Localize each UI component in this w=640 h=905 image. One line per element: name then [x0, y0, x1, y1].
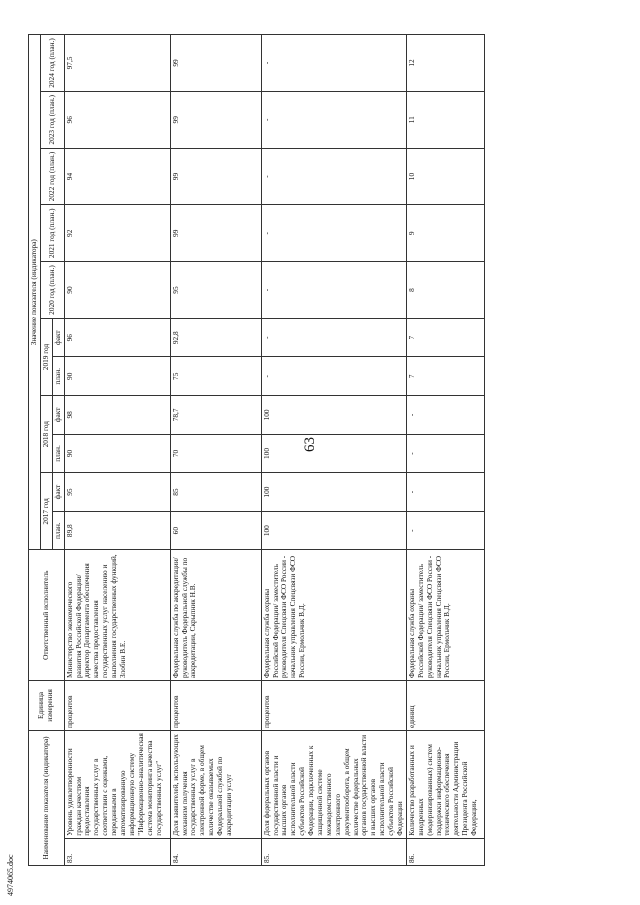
value-2018-fact: 98 [64, 396, 170, 435]
value-2021: 9 [406, 205, 484, 262]
value-2021: 92 [64, 205, 170, 262]
unit: процентов [261, 681, 406, 731]
value-2018-fact: 78,7 [170, 396, 261, 435]
value-2017-fact: 95 [64, 473, 170, 512]
value-2017-fact: - [406, 473, 484, 512]
indicator-name: Уровень удовлетворенности граждан качеством предоставления государственных услуг в соответствии с оценками, переданными в автоматизированную информационную систему "Информационно-аналитическая система мониторинга качества государственных услуг" [64, 730, 170, 838]
value-2018-plan: 70 [170, 434, 261, 473]
table-row [170, 35, 261, 866]
header-2017: 2017 год [40, 473, 52, 550]
header-plan: план. [52, 357, 64, 396]
header-name: Наименование показателя (индикатора) [29, 730, 65, 865]
value-2023: 11 [406, 91, 484, 148]
table-row [406, 35, 484, 866]
value-2024: 97,5 [64, 35, 170, 92]
value-2017-plan: 89,8 [64, 511, 170, 550]
table-row [261, 35, 406, 866]
header-2020: 2020 год (план.) [40, 262, 64, 319]
indicator-table [28, 34, 485, 866]
executor: Федеральная служба охраны Российской Федерации/ заместитель руководителя Спецсвязи ФСО России - начальник управления Спецсвязи ФСО России, Ермольчик В.Д. [261, 550, 406, 681]
header-2018: 2018 год [40, 396, 52, 473]
footer-code: 4974065.doc [6, 854, 15, 896]
value-2020: 95 [170, 262, 261, 319]
unit: процентов [170, 681, 261, 731]
value-2019-fact: 92,8 [170, 318, 261, 357]
executor: Федеральная служба по аккредитации/ руководитель Федеральной службы по аккредитации, Скрыпник Н.В. [170, 550, 261, 681]
executor: Министерство экономического развития Российской Федерации/ директор Департамента обеспечения качества предоставления государственных услуг населению и выполнения государственных функций, Злобин В.Е. [64, 550, 170, 681]
table-row [64, 35, 170, 866]
unit: процентов [64, 681, 170, 731]
header-2019: 2019 год [40, 318, 52, 395]
value-2019-plan: - [261, 357, 406, 396]
header-fact: факт [52, 473, 64, 512]
value-2020: 90 [64, 262, 170, 319]
value-2017-fact: 100 [261, 473, 406, 512]
value-2019-plan: 75 [170, 357, 261, 396]
value-2021: - [261, 205, 406, 262]
header-fact: факт [52, 396, 64, 435]
header-plan: план. [52, 511, 64, 550]
row-number: 83. [64, 838, 170, 865]
value-2021: 99 [170, 205, 261, 262]
value-2023: - [261, 91, 406, 148]
unit: единиц [406, 681, 484, 731]
indicator-name: Количество разработанных и внедренных (модернизированных) систем поддержки информационно-технического обеспечения деятельности Администрации Президента Российской Федерации, [406, 730, 484, 838]
value-2017-fact: 85 [170, 473, 261, 512]
value-2018-plan: - [406, 434, 484, 473]
value-2017-plan: 60 [170, 511, 261, 550]
value-2018-fact: 100 [261, 396, 406, 435]
value-2020: 8 [406, 262, 484, 319]
row-number: 84. [170, 838, 261, 865]
value-2018-plan: 100 [261, 434, 406, 473]
indicator-name: Доля заявителей, использующих механизм получения государственных услуг в электронной форме, в общем количестве оказываемых Федеральной службой по аккредитации услуг [170, 730, 261, 838]
value-2018-fact: - [406, 396, 484, 435]
header-2022: 2022 год (план.) [40, 148, 64, 205]
row-number: 85. [261, 838, 406, 865]
header-plan: план. [52, 434, 64, 473]
value-2019-fact: 96 [64, 318, 170, 357]
indicator-name: Доля федеральных органов государственной власти и высших органов исполнительной власти субъектов Российской Федерации, подключенных к защищенной системе межведомственного электронного документооборота, в общем количестве федеральных органов государственной власти и высших органов исполнительной власти субъектов Российской Федерации [261, 730, 406, 838]
value-2024: 12 [406, 35, 484, 92]
value-2019-fact: 7 [406, 318, 484, 357]
header-2024: 2024 год (план.) [40, 35, 64, 92]
value-2024: - [261, 35, 406, 92]
value-2022: 10 [406, 148, 484, 205]
header-2021: 2021 год (план.) [40, 205, 64, 262]
value-2022: 94 [64, 148, 170, 205]
value-2019-fact: - [261, 318, 406, 357]
header-2023: 2023 год (план.) [40, 91, 64, 148]
value-2017-plan: - [406, 511, 484, 550]
header-fact: факт [52, 318, 64, 357]
value-2024: 99 [170, 35, 261, 92]
value-2023: 96 [64, 91, 170, 148]
header-executor: Ответственный исполнитель [29, 550, 65, 681]
row-number: 86. [406, 838, 484, 865]
indicator-table-container [28, 34, 588, 866]
header-unit: Единица измерения [29, 681, 65, 731]
value-2018-plan: 90 [64, 434, 170, 473]
header-values: Значение показателя (индикатора) [29, 35, 41, 550]
executor: Федеральная служба охраны Российской Федерации/ заместитель руководителя Спецсвязи ФСО России - начальник управления Спецсвязи ФСО России, Ермольчик В.Д. [406, 550, 484, 681]
value-2019-plan: 90 [64, 357, 170, 396]
value-2020: - [261, 262, 406, 319]
value-2019-plan: 7 [406, 357, 484, 396]
value-2022: 99 [170, 148, 261, 205]
value-2023: 99 [170, 91, 261, 148]
page-number: 63 [302, 437, 318, 452]
value-2017-plan: 100 [261, 511, 406, 550]
value-2022: - [261, 148, 406, 205]
